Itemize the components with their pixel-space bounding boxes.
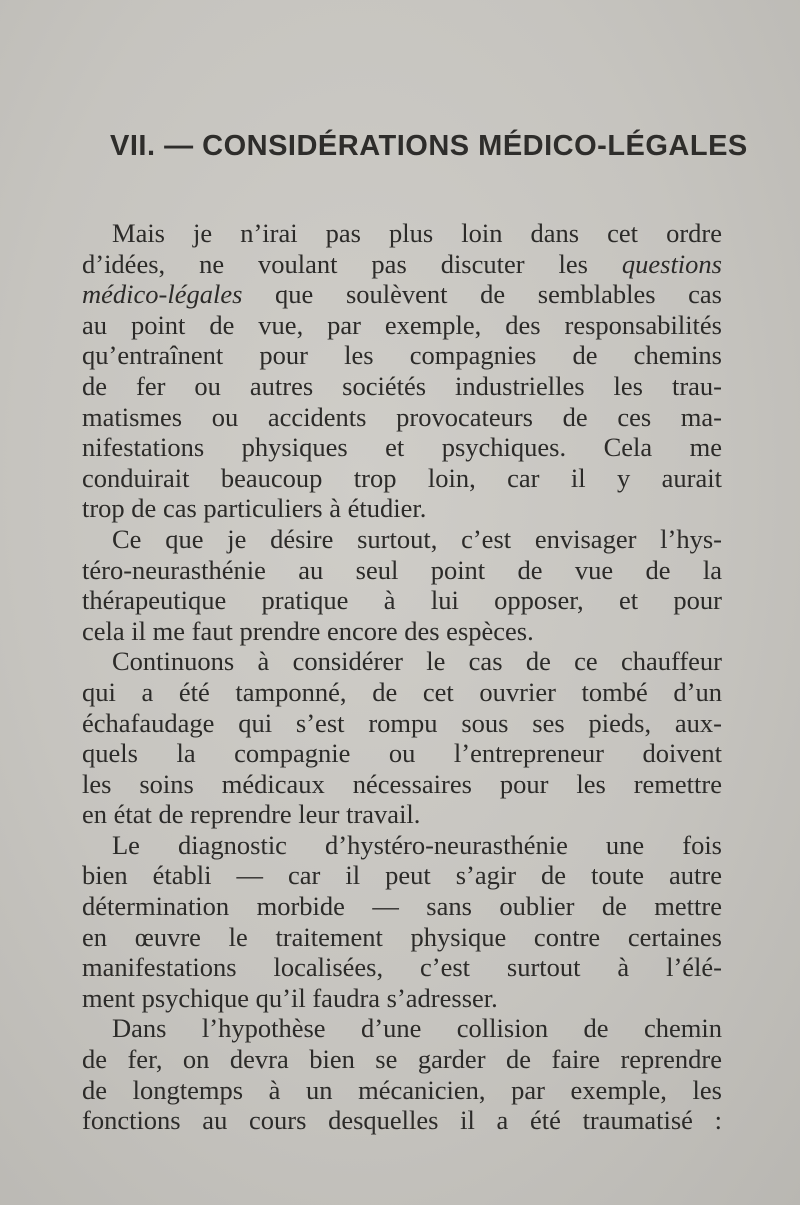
text-line (82, 922, 722, 953)
text-segment: téro-neurasthénie au seul point de vue de la (82, 554, 722, 585)
text-line (82, 218, 722, 249)
text-segment: Dans l’hypothèse d’une collision de chemin (112, 1013, 722, 1044)
text-segment: manifestations localisées, c’est surtout à l’élé- (82, 952, 722, 983)
text-line (82, 708, 722, 739)
text-line (82, 463, 722, 494)
text-segment: de fer ou autres sociétés industrielles les trau- (82, 370, 722, 401)
text-segment: qu’entraînent pour les compagnies de chemins (82, 340, 722, 371)
text-line (82, 1105, 722, 1136)
text-segment: les soins médicaux nécessaires pour les remettre (82, 768, 722, 799)
text-line (82, 616, 722, 647)
text-segment: trop de cas particuliers à étudier. (82, 493, 427, 524)
text-segment: matismes ou accidents provocateurs de ces ma- (82, 401, 722, 432)
text-segment: en œuvre le traitement physique contre certaines (82, 921, 722, 952)
text-segment: qui a été tamponné, de cet ouvrier tombé d’un (82, 676, 722, 707)
text-segment: conduirait beaucoup trop loin, car il y aurait (82, 462, 722, 493)
text-line (82, 279, 722, 310)
text-line (82, 646, 722, 677)
body-text (82, 218, 722, 1136)
text-segment: Le diagnostic d’hystéro-neurasthénie une fois (112, 829, 722, 860)
text-segment: de longtemps à un mécanicien, par exemple, les (82, 1074, 722, 1105)
text-segment: d’idées, ne voulant pas discuter les (82, 248, 622, 279)
text-line (82, 555, 722, 586)
text-line (82, 585, 722, 616)
text-segment: Continuons à considérer le cas de ce chauffeur (112, 646, 722, 677)
text-segment: au point de vue, par exemple, des responsabilités (82, 309, 722, 340)
chapter-heading: VII. — CONSIDÉRATIONS MÉDICO-LÉGALES (110, 130, 748, 162)
text-line (82, 402, 722, 433)
text-line (82, 830, 722, 861)
text-segment: thérapeutique pratique à lui opposer, et pour (82, 585, 722, 616)
text-line (82, 493, 722, 524)
text-segment: nifestations physiques et psychiques. Cela me (82, 432, 722, 463)
text-line (82, 1013, 722, 1044)
text-line (82, 860, 722, 891)
text-segment: bien établi — car il peut s’agir de toute autre (82, 860, 722, 891)
text-segment: ment psychique qu’il faudra s’adresser. (82, 982, 498, 1013)
text-line (82, 340, 722, 371)
text-line (82, 524, 722, 555)
text-line (82, 983, 722, 1014)
italic-term: questions (621, 248, 722, 279)
text-line (82, 952, 722, 983)
text-segment: que soulèvent de semblables cas (242, 279, 722, 310)
text-segment: cela il me faut prendre encore des espèces. (82, 615, 534, 646)
text-segment: échafaudage qui s’est rompu sous ses pieds, aux- (82, 707, 722, 738)
text-line (82, 432, 722, 463)
text-line (82, 677, 722, 708)
text-line (82, 249, 722, 280)
text-segment: détermination morbide — sans oublier de mettre (82, 891, 722, 922)
text-segment: quels la compagnie ou l’entrepreneur doivent (82, 738, 722, 769)
text-segment: fonctions au cours desquelles il a été traumatisé : (82, 1105, 722, 1136)
text-line (82, 310, 722, 341)
text-line (82, 891, 722, 922)
text-line (82, 1044, 722, 1075)
text-line (82, 371, 722, 402)
text-segment: Mais je n’irai pas plus loin dans cet ordre (112, 218, 722, 248)
text-segment: de fer, on devra bien se garder de faire reprendre (82, 1044, 722, 1075)
text-line (82, 738, 722, 769)
text-line (82, 769, 722, 800)
text-line (82, 799, 722, 830)
italic-term: médico-légales (82, 279, 243, 310)
text-segment: en état de reprendre leur travail. (82, 799, 421, 830)
text-segment: Ce que je désire surtout, c’est envisager l’hys- (112, 523, 722, 554)
text-line (82, 1075, 722, 1106)
